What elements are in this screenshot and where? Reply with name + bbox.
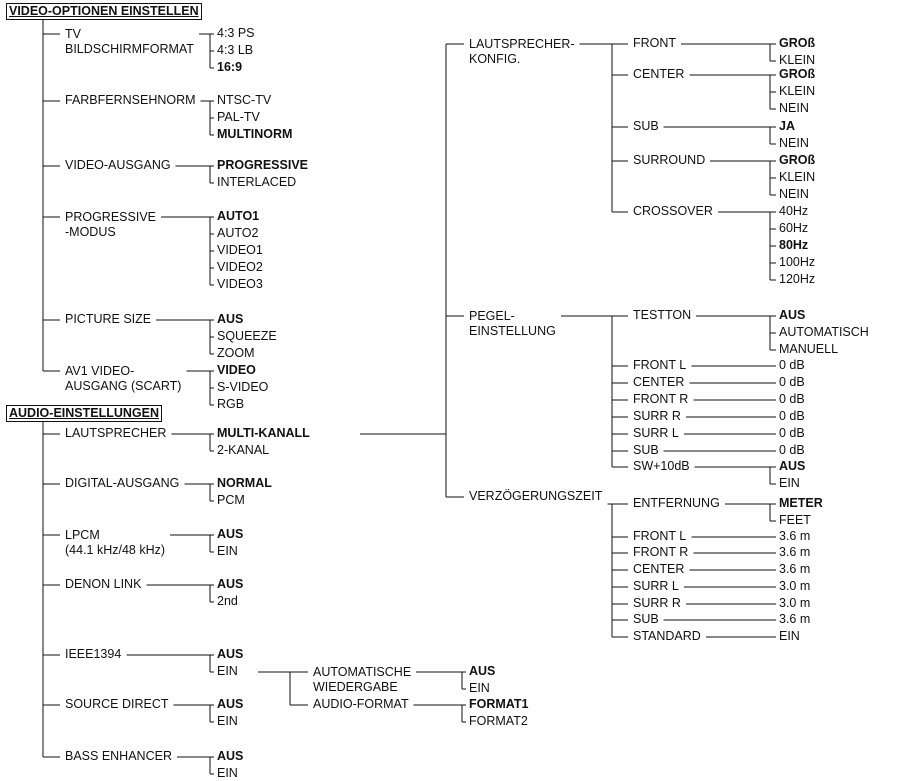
speaker-setting-label: FRONT R [633,545,689,559]
option-value: EIN [217,714,238,728]
speaker-setting-label: FRONT R [633,392,689,406]
option-value: NEIN [779,187,809,201]
option-value: EIN [217,766,238,780]
option-value: AUS [779,459,806,473]
option-value: 3.6 m [779,562,811,576]
option-value: EIN [217,544,238,558]
speaker-setting-label: CENTER [633,375,685,389]
setting-label: BASS ENHANCER [65,749,172,763]
option-value: AUS [779,308,806,322]
option-value: MULTINORM [217,127,293,141]
option-value: SQUEEZE [217,329,277,343]
option-value: MULTI-KANALL [217,426,310,440]
option-value: KLEIN [779,53,816,67]
setting-label: AV1 VIDEO- AUSGANG (SCART) [65,364,182,393]
option-value: 2-KANAL [217,443,270,457]
option-value: METER [779,496,823,510]
option-value: 3.6 m [779,612,811,626]
option-value: PROGRESSIVE [217,158,308,172]
option-value: GROß [779,67,816,81]
speaker-setting-label: SURR R [633,409,681,423]
speaker-setting-label: SURR L [633,426,679,440]
group-label: VERZÖGERUNGSZEIT [469,489,603,503]
option-value: FEET [779,513,811,527]
option-value: 4:3 PS [217,26,255,40]
option-value: INTERLACED [217,175,297,189]
option-value: AUTO1 [217,209,260,223]
option-value: 3.0 m [779,579,811,593]
option-value: VIDEO2 [217,260,263,274]
speaker-setting-label: SURR L [633,579,679,593]
option-value: 120Hz [779,272,816,286]
setting-label: SOURCE DIRECT [65,697,169,711]
speaker-setting-label: SURR R [633,596,681,610]
setting-label: TV BILDSCHIRMFORMAT [65,27,194,56]
speaker-setting-label: SUB [633,119,659,133]
option-value: NTSC-TV [217,93,272,107]
group-label: PEGEL- EINSTELLUNG [469,309,556,338]
option-value: 0 dB [779,375,805,389]
setting-label: FARBFERNSEHNORM [65,93,196,107]
speaker-setting-label: SUB [633,612,659,626]
speaker-setting-label: ENTFERNUNG [633,496,720,510]
option-value: GROß [779,153,816,167]
sub-setting-label: AUDIO-FORMAT [313,697,409,711]
option-value: S-VIDEO [217,380,269,394]
option-value: 2nd [217,594,238,608]
option-value: 0 dB [779,358,805,372]
option-value: AUS [217,577,244,591]
option-value: VIDEO3 [217,277,263,291]
option-value: 0 dB [779,443,805,457]
speaker-setting-label: TESTTON [633,308,692,322]
option-value: AUS [469,664,496,678]
option-value: 4:3 LB [217,43,254,57]
option-value: 60Hz [779,221,809,235]
option-value: MANUELL [779,342,839,356]
speaker-setting-label: FRONT L [633,358,687,372]
speaker-setting-label: STANDARD [633,629,701,643]
option-value: NEIN [779,136,809,150]
section-title: AUDIO-EINSTELLUNGEN [6,405,162,422]
option-value: PAL-TV [217,110,260,124]
option-value: 3.6 m [779,529,811,543]
option-value: 100Hz [779,255,816,269]
option-value: 0 dB [779,426,805,440]
option-value: AUS [217,749,244,763]
option-value: GROß [779,36,816,50]
sub-setting-label: AUTOMATISCHE WIEDERGABE [313,665,412,694]
speaker-setting-label: CROSSOVER [633,204,713,218]
option-value: AUTO2 [217,226,259,240]
speaker-setting-label: SW+10dB [633,459,690,473]
option-value: NEIN [779,101,809,115]
group-label: LAUTSPRECHER- KONFIG. [469,37,575,66]
option-value: 80Hz [779,238,809,252]
setting-label: DENON LINK [65,577,142,591]
option-value: KLEIN [779,170,816,184]
option-value: FORMAT1 [469,697,529,711]
option-value: VIDEO [217,363,256,377]
setting-label: LPCM (44.1 kHz/48 kHz) [65,528,166,557]
section-title: VIDEO-OPTIONEN EINSTELLEN [6,3,202,20]
option-value: JA [779,119,795,133]
option-value: FORMAT2 [469,714,528,728]
speaker-setting-label: CENTER [633,562,685,576]
option-value: AUS [217,527,244,541]
option-value: AUS [217,647,244,661]
option-value: AUS [217,312,244,326]
setting-label: PROGRESSIVE -MODUS [65,210,156,239]
option-value: AUTOMATISCH [779,325,869,339]
speaker-setting-label: SUB [633,443,659,457]
option-value: EIN [779,476,800,490]
option-value: EIN [779,629,800,643]
setting-label: VIDEO-AUSGANG [65,158,171,172]
option-value: 16:9 [217,60,243,74]
option-value: KLEIN [779,84,816,98]
setting-label: DIGITAL-AUSGANG [65,476,180,490]
setting-label: IEEE1394 [65,647,122,661]
option-value: 0 dB [779,409,805,423]
option-value: RGB [217,397,245,411]
option-value: NORMAL [217,476,272,490]
speaker-setting-label: FRONT [633,36,677,50]
option-value: VIDEO1 [217,243,263,257]
speaker-setting-label: FRONT L [633,529,687,543]
option-value: 3.6 m [779,545,811,559]
setting-label: LAUTSPRECHER [65,426,167,440]
speaker-setting-label: SURROUND [633,153,706,167]
option-value: EIN [469,681,490,695]
option-value: EIN [217,664,238,678]
option-value: 0 dB [779,392,805,406]
option-value: AUS [217,697,244,711]
option-value: ZOOM [217,346,255,360]
option-value: PCM [217,493,245,507]
option-value: 3.0 m [779,596,811,610]
option-value: 40Hz [779,204,809,218]
speaker-setting-label: CENTER [633,67,685,81]
setting-label: PICTURE SIZE [65,312,152,326]
